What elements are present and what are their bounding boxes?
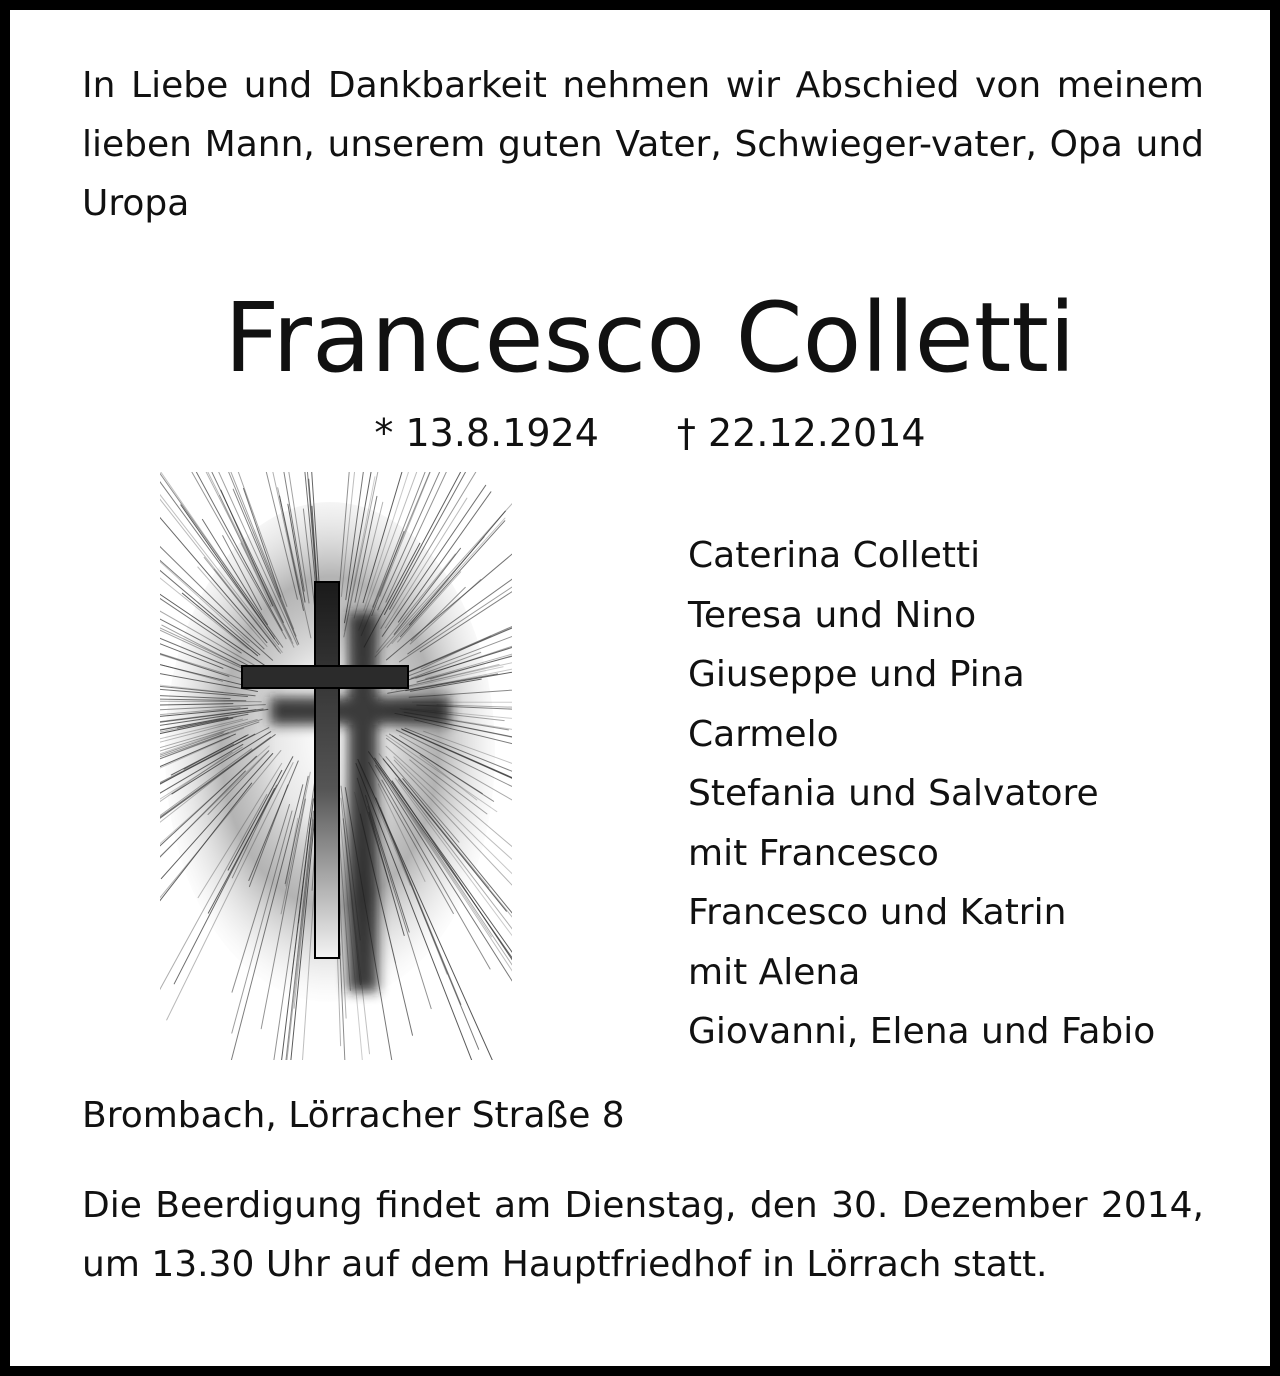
- address-text: Brombach, Lörracher Straße 8: [82, 1095, 625, 1136]
- birth-date: * 13.8.1924: [374, 411, 599, 455]
- mourner-line: Carmelo: [688, 713, 839, 755]
- mourner-line: mit Francesco: [688, 832, 939, 874]
- mourner-line: Francesco und Katrin: [688, 892, 1067, 933]
- mourner-line: Teresa und Nino: [688, 594, 977, 636]
- cross-with-rays-icon: [160, 472, 512, 1060]
- intro-text: In Liebe und Dankbarkeit nehmen wir Abschied von meinem lieben Mann, unserem guten Vater, Schwieger-vater, Opa und Uropa: [82, 65, 1204, 224]
- mourner-line: Caterina Colletti: [688, 535, 981, 576]
- life-dates: [10, 408, 1280, 458]
- mourner-line: Giuseppe und Pina: [688, 654, 1025, 695]
- deceased-name: Francesco Colletti: [224, 282, 1076, 394]
- mourner-line: Giovanni, Elena und Fabio: [688, 1011, 1156, 1052]
- mourner-line: Stefania und Salvatore: [688, 773, 1099, 814]
- mourners-list: [688, 526, 1155, 1062]
- mourner-line: mit Alena: [688, 951, 861, 993]
- death-date: † 22.12.2014: [676, 411, 926, 455]
- funeral-info: Die Beerdigung findet am Dienstag, den 30. Dezember 2014, um 13.30 Uhr auf dem Hauptfriedhof in Lörrach statt.: [82, 1185, 1204, 1285]
